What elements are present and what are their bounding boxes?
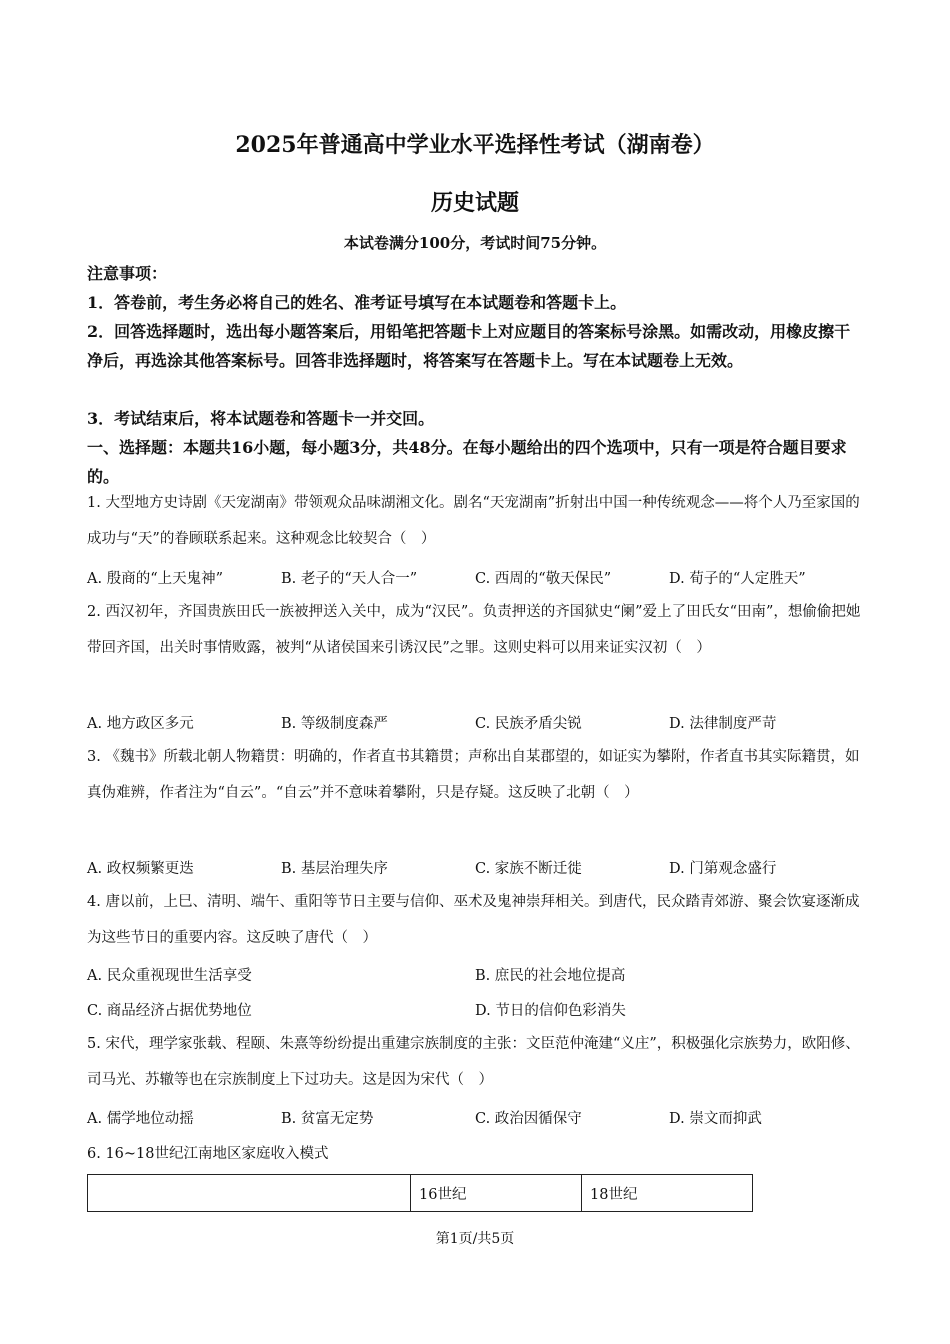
q5-option-a: A. 儒学地位动摇 bbox=[87, 1111, 194, 1127]
q4-option-b: B. 庶民的社会地位提高 bbox=[475, 968, 626, 984]
note-item-2: 2．回答选择题时，选出每小题答案后，用铅笔把答题卡上对应题目的答案标号涂黑。如需改动，用橡皮擦干净后，再选涂其他答案标号。回答非选择题时，将答案写在答题卡上。写在本试题卷上无效。 bbox=[87, 322, 851, 370]
income-table bbox=[87, 1174, 753, 1212]
q1-option-a: A. 殷商的“上天鬼神” bbox=[87, 571, 224, 587]
q2-option-d: D. 法律制度严苛 bbox=[669, 716, 777, 732]
question-2-stem: 2. 西汉初年，齐国贵族田氏一族被押送入关中，成为“汉民”。负责押送的齐国狱史“阑”爱上了田氏女“田南”，想偷偷把她带回齐国，出关时事情败露，被判“从诸侯国来引诱汉民”之罪。这则史料可以用来证实汉初（ ） bbox=[87, 604, 861, 656]
question-6-stem: 6. 16~18世纪江南地区家庭收入模式 bbox=[87, 1146, 329, 1162]
q4-option-d: D. 节日的信仰色彩消失 bbox=[475, 1003, 626, 1019]
note-item-1: 1．答卷前，考生务必将自己的姓名、准考证号填写在本试题卷和答题卡上。 bbox=[87, 293, 627, 312]
table-row bbox=[88, 1175, 753, 1212]
q1-option-b: B. 老子的“天人合一” bbox=[281, 571, 418, 587]
question-3-stem: 3. 《魏书》所载北朝人物籍贯：明确的，作者直书其籍贯；声称出自某郡望的，如证实为攀附，作者直书其实际籍贯，如真伪难辨，作者注为“自云”。“自云”并不意味着攀附，只是存疑。这反映了北朝（ ） bbox=[87, 749, 860, 801]
question-5-stem: 5. 宋代，理学家张载、程颐、朱熹等纷纷提出重建宗族制度的主张：文臣范仲淹建“义庄”，积极强化宗族势力，欧阳修、司马光、苏辙等也在宗族制度上下过功夫。这是因为宋代（ ） bbox=[87, 1036, 860, 1088]
question-1-stem: 1. 大型地方史诗剧《天宠湖南》带领观众品味湖湘文化。剧名“天宠湖南”折射出中国一种传统观念——将个人乃至家国的成功与“天”的眷顾联系起来。这种观念比较契合（ ） bbox=[87, 495, 860, 547]
q1-option-c: C. 西周的“敬天保民” bbox=[475, 571, 612, 587]
table-header-cell: 16世纪 bbox=[411, 1175, 582, 1212]
q4-option-a: A. 民众重视现世生活享受 bbox=[87, 968, 252, 984]
section-heading: 一、选择题：本题共16小题，每小题3分，共48分。在每小题给出的四个选项中，只有一项是符合题目要求的。 bbox=[87, 438, 847, 486]
q2-option-c: C. 民族矛盾尖锐 bbox=[475, 716, 582, 732]
q3-option-b: B. 基层治理失序 bbox=[281, 861, 388, 877]
exam-info: 本试卷满分100分，考试时间75分钟。 bbox=[343, 234, 607, 252]
exam-title: 2025年普通高中学业水平选择性考试（湖南卷） bbox=[235, 132, 715, 158]
q5-option-d: D. 崇文而抑武 bbox=[669, 1111, 762, 1127]
question-4-stem: 4. 唐以前，上巳、清明、端午、重阳等节日主要与信仰、巫术及鬼神崇拜相关。到唐代，民众踏青郊游、聚会饮宴逐渐成为这些节日的重要内容。这反映了唐代（ ） bbox=[87, 894, 860, 946]
q3-option-a: A. 政权频繁更迭 bbox=[87, 861, 194, 877]
q5-option-b: B. 贫富无定势 bbox=[281, 1111, 374, 1127]
q3-option-c: C. 家族不断迁徙 bbox=[475, 861, 582, 877]
subject-title: 历史试题 bbox=[430, 190, 519, 216]
table-header-cell bbox=[88, 1175, 411, 1212]
page-number: 第1页/共5页 bbox=[435, 1231, 515, 1247]
table-header-cell: 18世纪 bbox=[582, 1175, 753, 1212]
q4-option-c: C. 商品经济占据优势地位 bbox=[87, 1003, 252, 1019]
q3-option-d: D. 门第观念盛行 bbox=[669, 861, 777, 877]
q1-option-d: D. 荀子的“人定胜天” bbox=[669, 571, 806, 587]
notes-heading: 注意事项： bbox=[87, 264, 168, 283]
note-item-3: 3．考试结束后，将本试题卷和答题卡一并交回。 bbox=[87, 409, 435, 428]
q2-option-a: A. 地方政区多元 bbox=[87, 716, 194, 732]
q5-option-c: C. 政治因循保守 bbox=[475, 1111, 582, 1127]
q2-option-b: B. 等级制度森严 bbox=[281, 716, 388, 732]
